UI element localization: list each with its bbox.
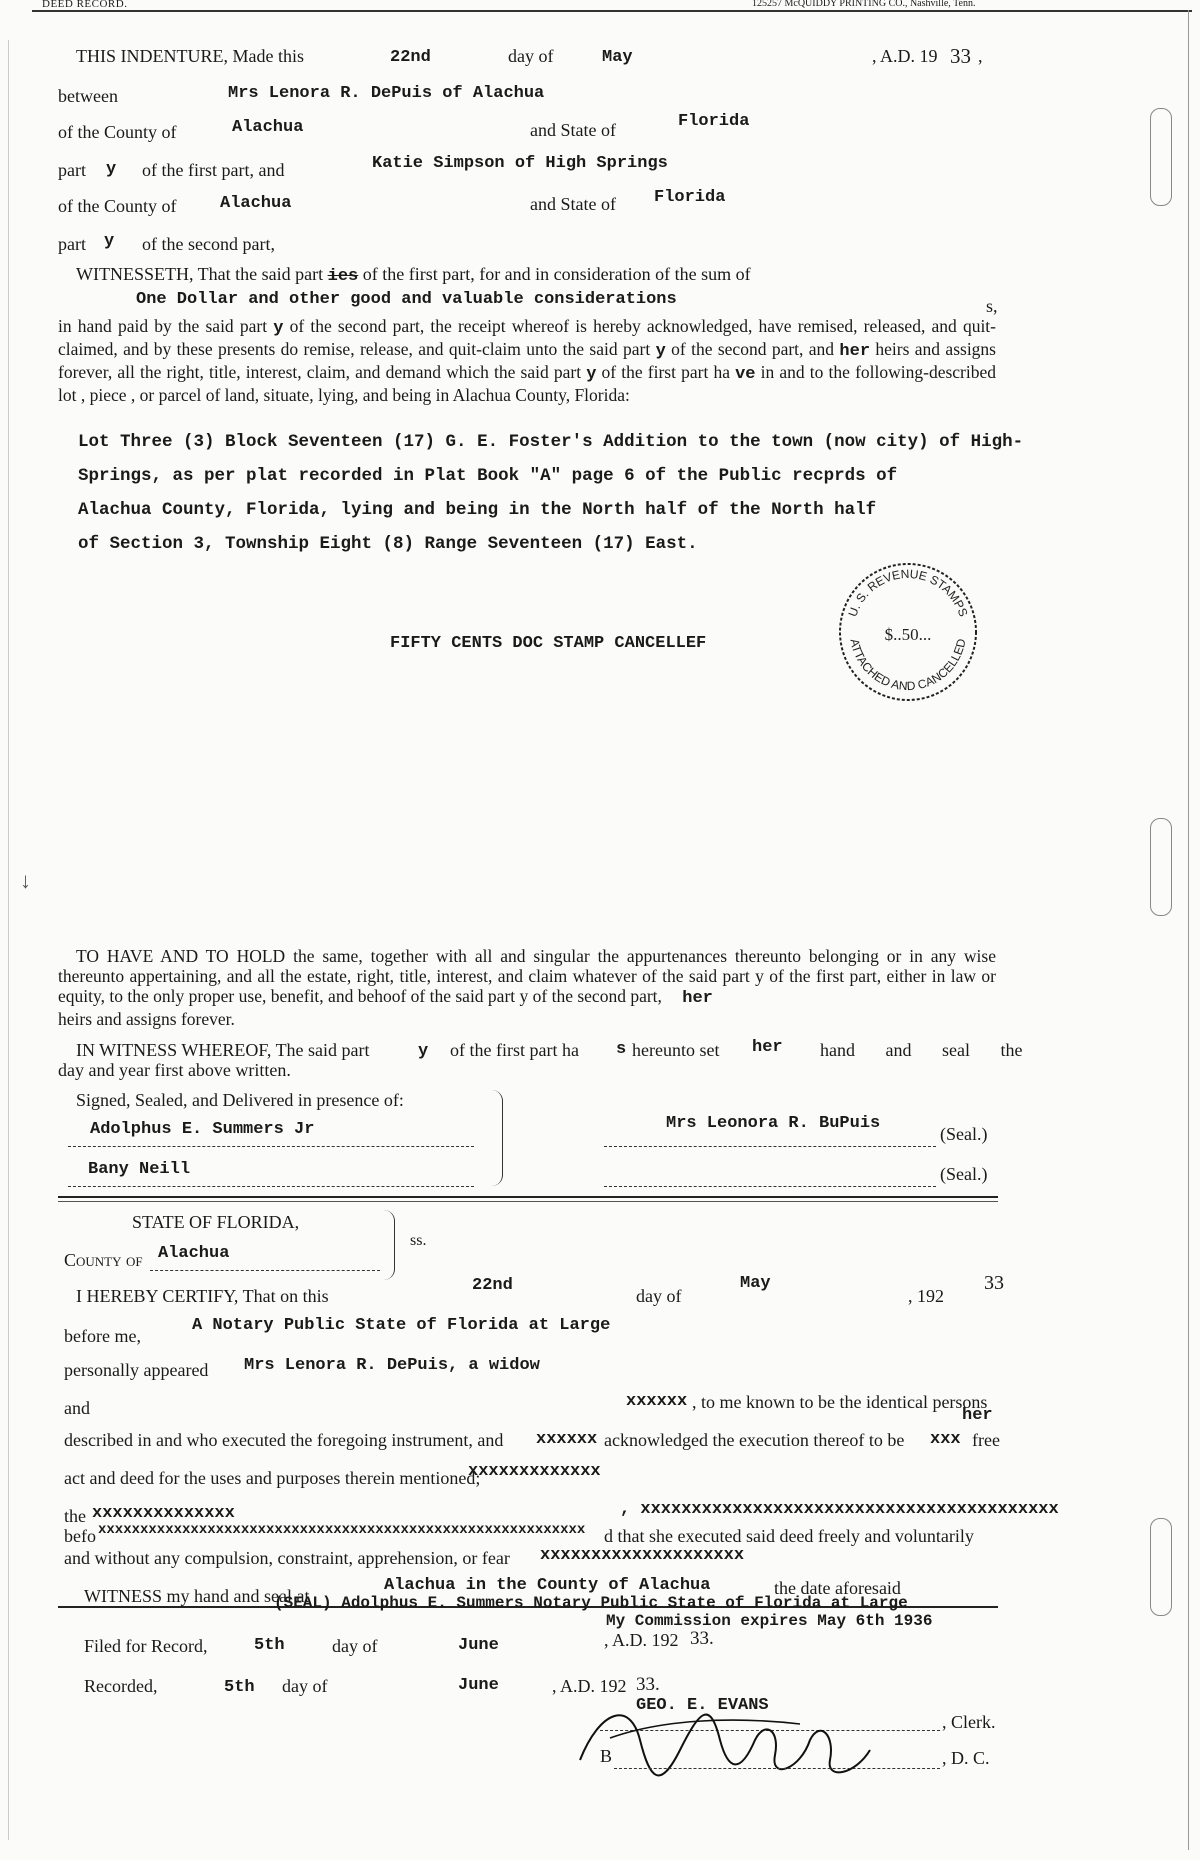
body-y-1: y xyxy=(273,319,284,338)
second-signature-line xyxy=(604,1162,936,1187)
the-strike: xxxxxxxxxxxxxx xyxy=(92,1504,235,1523)
witnesseth-body xyxy=(58,316,996,405)
clerk-label: , Clerk. xyxy=(942,1712,996,1732)
deputy-line xyxy=(614,1748,940,1769)
body-part-4: heirs and assigns forever, all the right, title, interest, claim, and demand which the said part xyxy=(58,339,996,382)
they-strike: xxxxxx xyxy=(536,1430,598,1449)
by-label: B xyxy=(600,1746,613,1766)
part-suffix-2: y xyxy=(104,232,115,251)
witnesseth-start: WITNESSETH, That the said part xyxy=(76,264,324,284)
ack-month: May xyxy=(740,1274,771,1293)
recorded-year: 33. xyxy=(636,1674,660,1695)
in-witness-line-2: day and year first above written. xyxy=(58,1060,291,1080)
state-label-1: and State of xyxy=(530,120,616,140)
habendum-text xyxy=(58,946,996,1029)
in-witness-line-1a: IN WITNESS WHEREOF, The said part xyxy=(76,1040,370,1060)
section-rule-2 xyxy=(58,1201,998,1202)
in-witness-line-1b: of the first part ha xyxy=(450,1040,579,1060)
revenue-stamp-seal xyxy=(836,560,980,704)
body-part-1: in hand paid by the said part xyxy=(58,316,268,336)
witnesseth-end: of the first part, for and in consideration of the sum of xyxy=(362,264,751,284)
and-label: and xyxy=(64,1398,90,1418)
habendum-her: her xyxy=(682,989,713,1008)
witness-2-name: Bany Neill xyxy=(88,1160,191,1179)
notary-officer: A Notary Public State of Florida at Large xyxy=(192,1316,611,1335)
act-line: act and deed for the uses and purposes therein mentioned; xyxy=(64,1468,481,1488)
right-strike: , xxxxxxxxxxxxxxxxxxxxxxxxxxxxxxxxxxxxxxxxx xyxy=(620,1500,1059,1519)
filed-year: 33. xyxy=(690,1628,714,1649)
indenture-month: May xyxy=(602,48,633,67)
body-y-2: y xyxy=(655,342,666,361)
habendum-end: heirs and assigns forever. xyxy=(58,1009,235,1029)
legal-line-3: Alachua County, Florida, lying and being in the North half of the North half xyxy=(78,500,877,520)
ss-label: ss. xyxy=(410,1232,427,1249)
legal-line-2: Springs, as per plat recorded in Plat Book "A" page 6 of the Public recprds of xyxy=(78,466,898,486)
before-strike: xxxxxxxxxxxxxxxxxxxxxxxxxxxxxxxxxxxxxxxxxxxxxxxxxxxxxxxxxx xyxy=(98,1522,586,1538)
body-her: her xyxy=(839,342,871,361)
second-part-label: of the second part, xyxy=(142,234,275,254)
binder-slot-top xyxy=(1150,108,1172,206)
first-part-and: of the first part, and xyxy=(142,160,285,180)
legal-line-4: of Section 3, Township Eight (8) Range Seventeen (17) East. xyxy=(78,534,698,554)
indenture-day-of: day of xyxy=(508,46,554,66)
body-part-6: in and to the following-described lot , piece , or parcel of land, situate, lying, and being in Alachua County, Florida: xyxy=(58,362,997,405)
in-witness-s: s xyxy=(616,1040,627,1059)
state-of-florida: STATE OF FLORIDA, xyxy=(132,1212,300,1232)
section-rule-1 xyxy=(58,1196,998,1198)
ack-county: Alachua xyxy=(158,1244,230,1263)
county-2: Alachua xyxy=(220,194,292,213)
recorded-label: Recorded, xyxy=(84,1676,158,1696)
freely-text: d that she executed said deed freely and voluntarily xyxy=(604,1526,974,1546)
first-party-name: Mrs Lenora R. DePuis of Alachua xyxy=(228,84,545,103)
in-witness-line-1d: hand and seal the xyxy=(820,1040,1023,1060)
notary-signature: (SEAL) Adolphus E. Summers Notary Public State of Florida at Large xyxy=(274,1594,908,1612)
indenture-day: 22nd xyxy=(390,48,431,67)
her-small: her xyxy=(962,1406,993,1425)
recorded-ad: , A.D. 192 xyxy=(552,1676,627,1696)
filed-ad: , A.D. 192 xyxy=(604,1630,679,1650)
in-witness-y: y xyxy=(418,1042,429,1061)
indenture-ad: , A.D. 19 xyxy=(872,46,938,66)
legal-line-1: Lot Three (3) Block Seventeen (17) G. E. Foster's Addition to the town (now city) of High- xyxy=(78,432,1024,452)
part-label-1: part xyxy=(58,160,86,180)
body-y-3: y xyxy=(586,365,597,384)
acknowledged-text: acknowledged the execution thereof to be xyxy=(604,1430,905,1450)
witness-place: Alachua in the County of Alachua xyxy=(384,1576,711,1595)
ack-day-of: day of xyxy=(636,1286,682,1306)
compulsion-strike: xxxxxxxxxxxxxxxxxxxx xyxy=(540,1546,745,1565)
body-part-5: of the first part ha xyxy=(601,362,730,382)
deed-record-label: DEED RECORD. xyxy=(42,0,128,10)
personally-appeared-label: personally appeared xyxy=(64,1360,209,1380)
the-label: the xyxy=(64,1506,86,1526)
free-text: free xyxy=(972,1430,1000,1450)
act-strike: xxxxxxxxxxxxx xyxy=(468,1462,601,1481)
recorded-day-of: day of xyxy=(282,1676,328,1696)
body-part-3: of the second part, and xyxy=(671,339,835,359)
in-witness-her: her xyxy=(752,1038,783,1057)
right-margin-line xyxy=(1188,10,1189,1850)
their-strike: xxx xyxy=(930,1430,961,1449)
left-margin-line xyxy=(8,40,9,1840)
described-text: described in and who executed the foregoing instrument, and xyxy=(64,1430,504,1450)
witness-1-name: Adolphus E. Summers Jr xyxy=(90,1120,315,1139)
stamp-bottom-text: ATTACHED AND CANCELLED xyxy=(847,637,969,694)
indenture-year: 33 xyxy=(950,44,971,68)
appeared-name: Mrs Lenora R. DePuis, a widow xyxy=(244,1356,540,1375)
stamp-top-text: U. S. REVENUE STAMPS xyxy=(845,566,971,619)
body-ve: ve xyxy=(735,365,756,384)
printer-imprint: 125257 McQUIDDY PRINTING CO., Nashville, Tenn. xyxy=(752,0,976,9)
date-aforesaid: the date aforesaid xyxy=(774,1578,901,1598)
revenue-stamp xyxy=(836,560,980,704)
filed-month: June xyxy=(458,1636,499,1655)
recorded-month: June xyxy=(458,1676,499,1695)
signed-sealed: Signed, Sealed, and Delivered in presence of: xyxy=(76,1090,404,1110)
county-1: Alachua xyxy=(232,118,304,137)
known-text: , to me known to be the identical persons xyxy=(692,1392,988,1412)
certify-text: I HEREBY CERTIFY, That on this xyxy=(76,1286,329,1306)
indenture-intro: THIS INDENTURE, Made this xyxy=(76,46,304,66)
seal-label-2: (Seal.) xyxy=(940,1164,988,1184)
second-party-name: Katie Simpson of High Springs xyxy=(372,154,668,173)
filed-label: Filed for Record, xyxy=(84,1636,208,1656)
ack-day: 22nd xyxy=(472,1276,513,1295)
known-strike: xxxxxx xyxy=(626,1392,688,1411)
habendum-body: TO HAVE AND TO HOLD the same, together with all and singular the appurtenances thereunto belonging or in any wise thereunto appertaining, and all the estate, right, title, interest, and claim whatever of the said part y of the first part, either in law or equity, to the only proper use, benefit, and behoof of the said part y of the second part, xyxy=(58,946,996,1006)
witness-hand-text: WITNESS my hand and seal at xyxy=(84,1586,310,1606)
filed-day-of: day of xyxy=(332,1636,378,1656)
before-label: befo xyxy=(64,1526,96,1546)
state-1: Florida xyxy=(678,112,750,131)
ack-year-prefix: , 192 xyxy=(908,1286,944,1306)
part-label-2: part xyxy=(58,234,86,254)
before-me-label: before me, xyxy=(64,1326,141,1346)
stamp-amount: $..50... xyxy=(884,625,932,644)
binder-slot-middle xyxy=(1150,818,1172,916)
filed-day: 5th xyxy=(254,1636,285,1655)
witnesseth-line xyxy=(76,264,751,286)
body-part-2: of the second part, the receipt whereof is hereby acknowledged, have remised, released, and quit-claimed, and by these presents do remise, release, and quit-claim unto the said part xyxy=(58,316,996,359)
in-witness-line-1c: hereunto set xyxy=(632,1040,720,1060)
margin-mark: ↓ xyxy=(20,868,31,893)
part-suffix-1: y xyxy=(106,160,117,179)
svg-text:U. S. REVENUE STAMPS xyxy=(845,567,970,619)
witnesseth-strike: ies xyxy=(327,267,359,286)
county-label-1: of the County of xyxy=(58,122,177,142)
signature-brace xyxy=(492,1090,503,1186)
binder-slot-bottom xyxy=(1150,1518,1172,1616)
seal-label-1: (Seal.) xyxy=(940,1124,988,1144)
recorded-day: 5th xyxy=(224,1678,255,1697)
compulsion-text: and without any compulsion, constraint, apprehension, or fear xyxy=(64,1548,510,1568)
stamp-note: FIFTY CENTS DOC STAMP CANCELLEF xyxy=(390,634,707,653)
top-rule xyxy=(32,10,1192,12)
grantor-signature: Mrs Leonora R. BuPuis xyxy=(666,1114,881,1133)
dc-label: , D. C. xyxy=(942,1748,990,1768)
between-label: between xyxy=(58,86,118,106)
venue-brace xyxy=(384,1210,395,1280)
dollars-end: s, xyxy=(986,296,998,316)
state-label-2: and State of xyxy=(530,194,616,214)
consideration-text: One Dollar and other good and valuable considerations xyxy=(136,290,677,309)
indenture-comma: , xyxy=(978,46,983,66)
state-2: Florida xyxy=(654,188,726,207)
clerk-name: GEO. E. EVANS xyxy=(636,1696,769,1715)
county-label-2: of the County of xyxy=(58,196,177,216)
ack-year: 33 xyxy=(984,1272,1004,1294)
notary-commission: My Commission expires May 6th 1936 xyxy=(606,1612,933,1630)
county-of-label: County of xyxy=(64,1250,143,1270)
deputy-clerk-signature xyxy=(570,1680,890,1800)
